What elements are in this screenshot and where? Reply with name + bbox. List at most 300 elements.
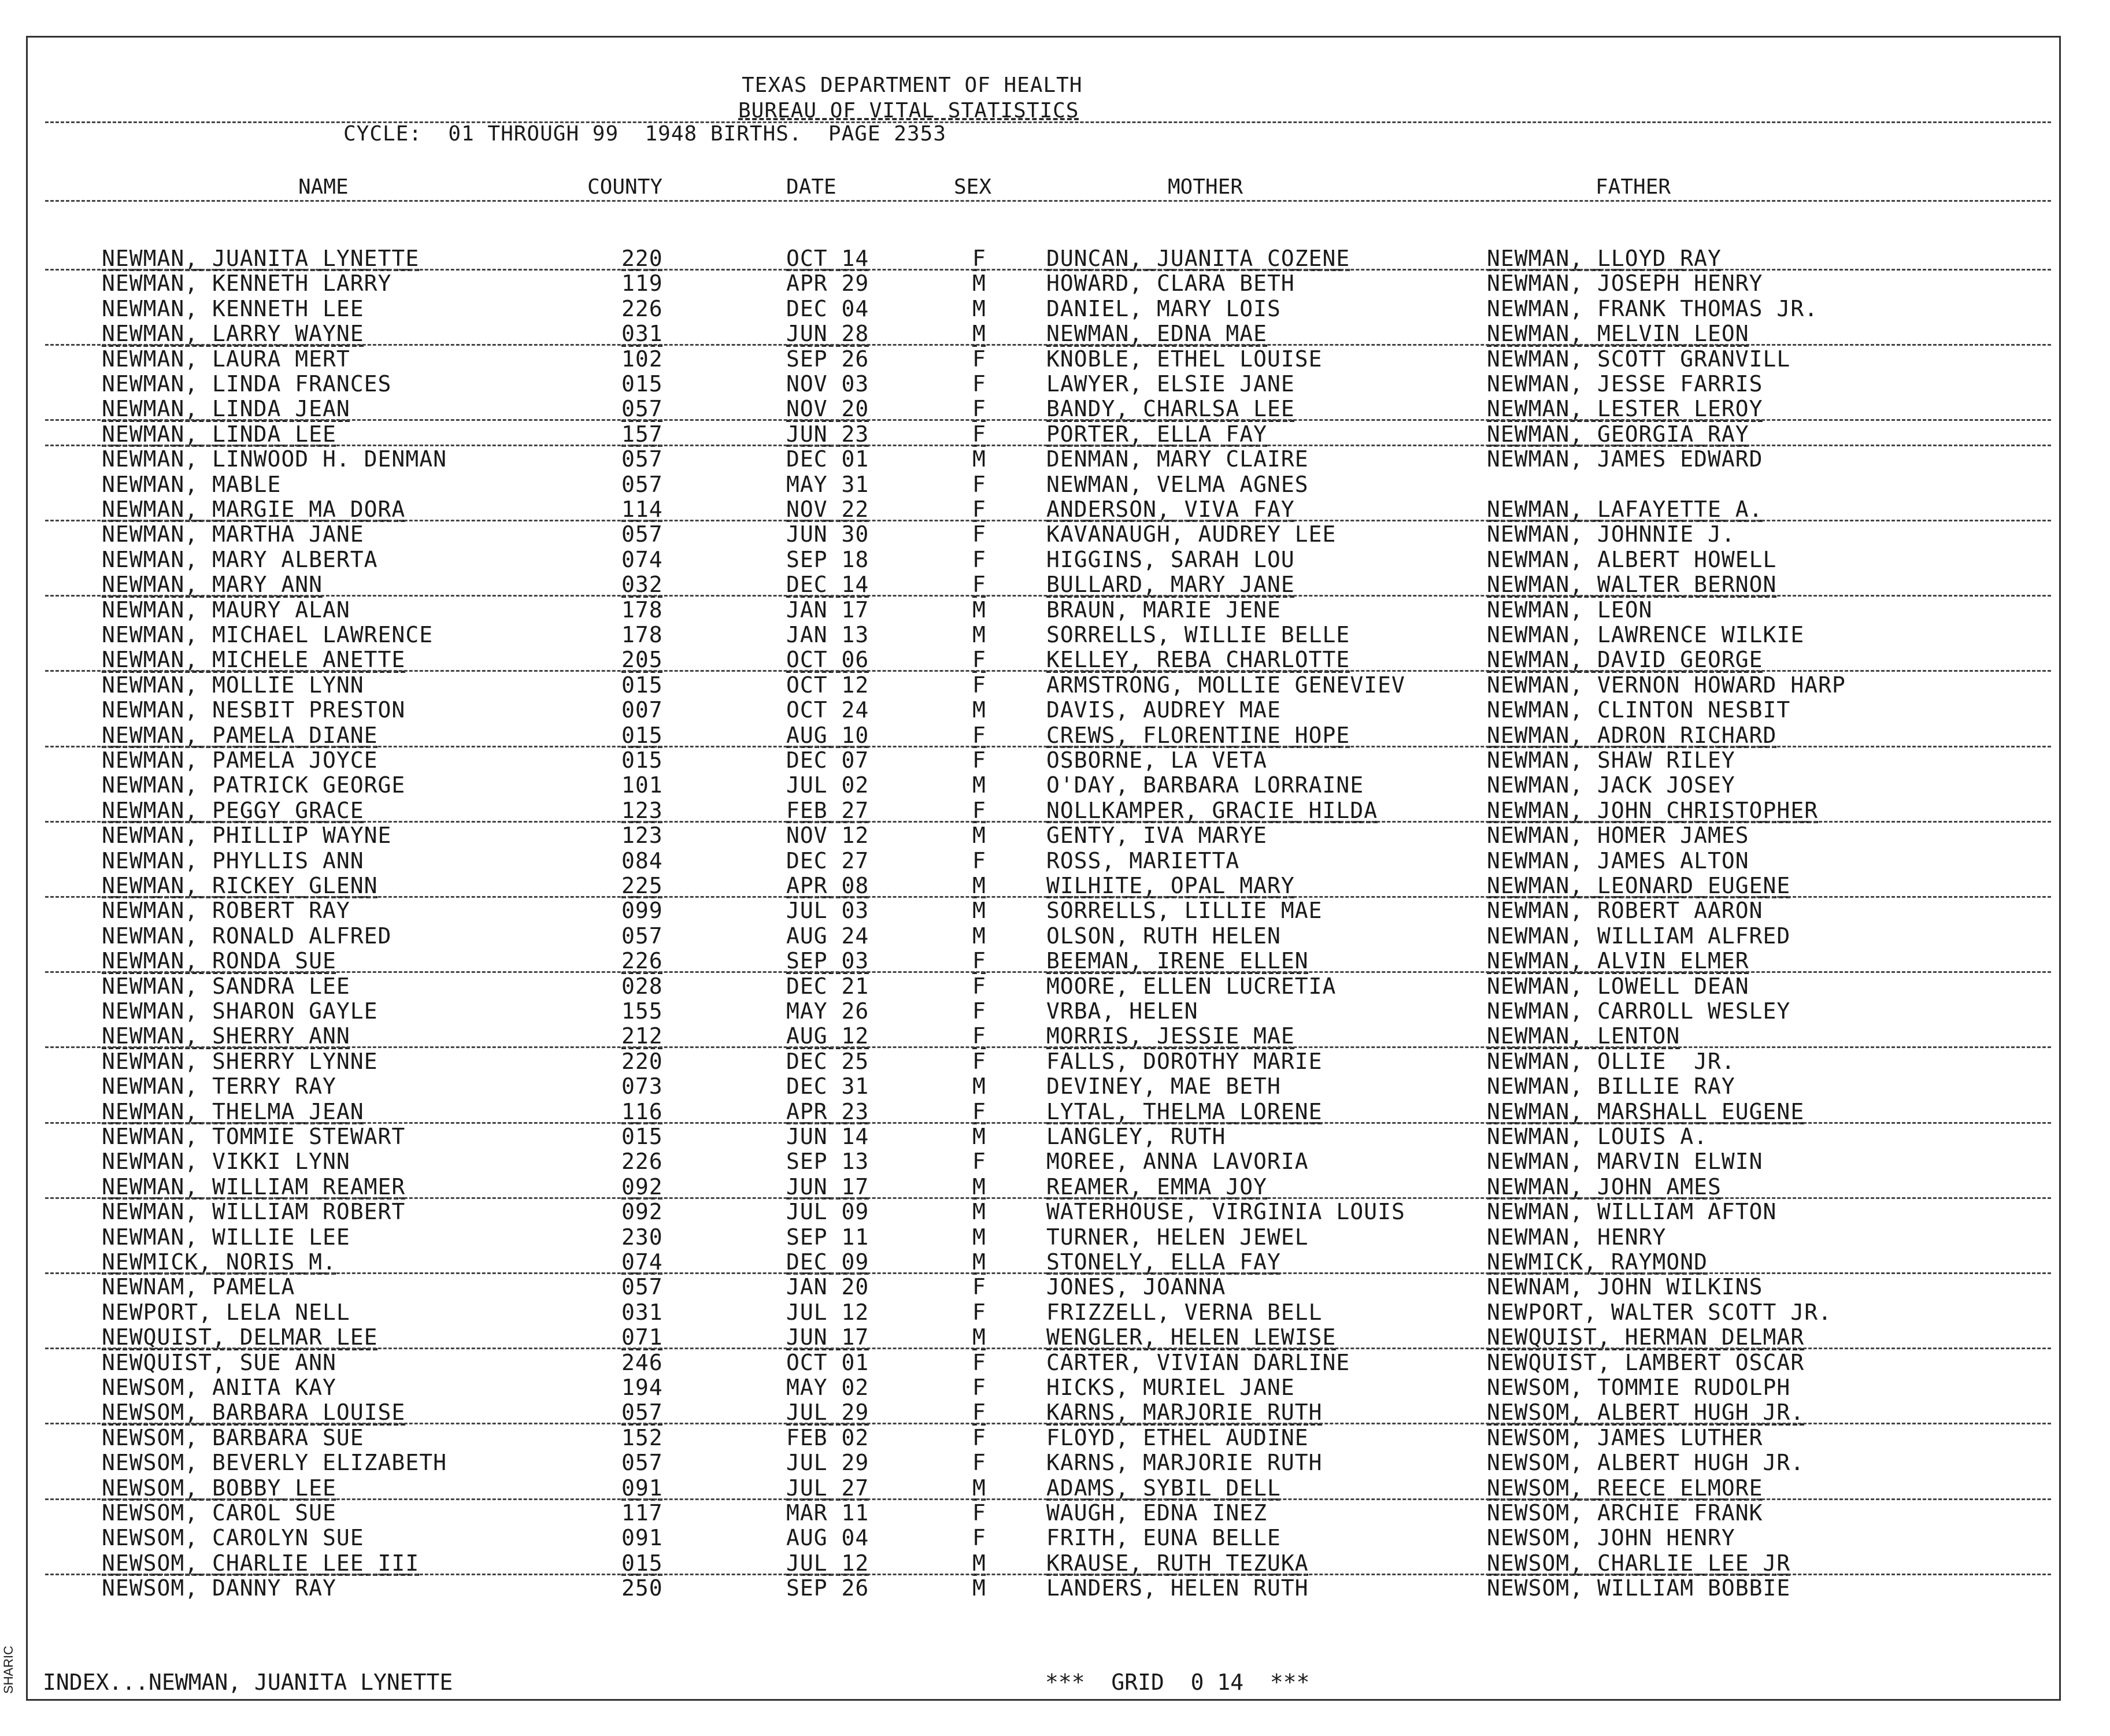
cell-father: NEWSOM, WILLIAM BOBBIE — [1487, 1575, 1791, 1601]
cell-father: NEWMAN, CARROLL WESLEY — [1487, 998, 1791, 1024]
col-header-sex: SEX — [954, 175, 992, 199]
cell-county: 117 — [621, 1500, 663, 1526]
cell-county: 101 — [621, 772, 663, 798]
table-row — [0, 547, 2110, 572]
table-row — [0, 246, 2110, 271]
col-header-mother: MOTHER — [1168, 175, 1243, 199]
cell-sex: F — [972, 421, 986, 447]
table-row — [0, 1199, 2110, 1224]
cell-mother: NEWMAN, VELMA AGNES — [1046, 471, 1309, 497]
cell-county: 057 — [621, 396, 663, 422]
table-row — [0, 321, 2110, 346]
table-row — [0, 948, 2110, 974]
cell-name: NEWMAN, LAURA MERT — [102, 346, 350, 372]
cell-date: SEP 11 — [786, 1224, 869, 1250]
table-row — [0, 1224, 2110, 1250]
table-row — [0, 497, 2110, 522]
cell-date: OCT 06 — [786, 647, 869, 673]
cell-mother: BULLARD, MARY JANE — [1046, 572, 1295, 598]
cell-date: SEP 03 — [786, 948, 869, 974]
cell-date: JUN 30 — [786, 521, 869, 547]
cell-mother: LAWYER, ELSIE JANE — [1046, 371, 1295, 397]
cell-county: 015 — [621, 1124, 663, 1149]
cell-sex: M — [972, 1249, 986, 1275]
cell-date: JAN 20 — [786, 1274, 869, 1300]
cell-name: NEWMAN, NESBIT PRESTON — [102, 697, 406, 723]
cell-mother: SORRELLS, WILLIE BELLE — [1046, 622, 1350, 647]
cell-date: MAY 31 — [786, 471, 869, 497]
cell-mother: HICKS, MURIEL JANE — [1046, 1375, 1295, 1400]
cell-name: NEWMAN, MARY ANN — [102, 572, 323, 598]
cell-county: 073 — [621, 1074, 663, 1100]
cell-sex: F — [972, 1525, 986, 1551]
cell-county: 119 — [621, 271, 663, 297]
cell-county: 092 — [621, 1199, 663, 1225]
cell-date: JUL 12 — [786, 1550, 869, 1576]
cell-sex: F — [972, 647, 986, 673]
cell-sex: F — [972, 396, 986, 422]
cell-county: 114 — [621, 497, 663, 522]
cell-mother: FRIZZELL, VERNA BELL — [1046, 1299, 1323, 1325]
cell-name: NEWSOM, CHARLIE LEE III — [102, 1550, 420, 1576]
cell-sex: F — [972, 246, 986, 271]
col-header-date: DATE — [786, 175, 836, 199]
cell-sex: F — [972, 1149, 986, 1175]
cell-father: NEWMAN, LENTON — [1487, 1023, 1680, 1049]
cell-father: NEWMAN, JESSE FARRIS — [1487, 371, 1763, 397]
cell-sex: M — [972, 622, 986, 647]
cell-name: NEWMAN, SHARON GAYLE — [102, 998, 378, 1024]
cell-name: NEWSOM, ANITA KAY — [102, 1375, 336, 1400]
table-row — [0, 1525, 2110, 1550]
cell-name: NEWMAN, SHERRY LYNNE — [102, 1048, 378, 1074]
cell-date: JUN 17 — [786, 1174, 869, 1200]
cell-name: NEWQUIST, DELMAR LEE — [102, 1324, 378, 1350]
table-row — [0, 421, 2110, 447]
cell-date: JUL 29 — [786, 1400, 869, 1426]
table-row — [0, 296, 2110, 321]
cell-sex: F — [972, 672, 986, 698]
cell-name: NEWMAN, LINDA FRANCES — [102, 371, 392, 397]
cell-date: SEP 13 — [786, 1149, 869, 1175]
table-row — [0, 1149, 2110, 1174]
cell-mother: MORRIS, JESSIE MAE — [1046, 1023, 1295, 1049]
cell-father: NEWMAN, JOSEPH HENRY — [1487, 271, 1763, 297]
table-row — [0, 1174, 2110, 1200]
cell-name: NEWMAN, WILLIE LEE — [102, 1224, 350, 1250]
table-row — [0, 446, 2110, 472]
cell-sex: F — [972, 1500, 986, 1526]
cell-name: NEWSOM, BARBARA SUE — [102, 1424, 364, 1450]
cell-sex: F — [972, 1424, 986, 1450]
cell-county: 015 — [621, 1550, 663, 1576]
cell-county: 031 — [621, 321, 663, 347]
cell-county: 250 — [621, 1575, 663, 1601]
cell-name: NEWMAN, RONALD ALFRED — [102, 923, 392, 949]
cell-sex: F — [972, 371, 986, 397]
cell-father: NEWSOM, ALBERT HUGH JR. — [1487, 1450, 1805, 1476]
cell-mother: ANDERSON, VIVA FAY — [1046, 497, 1295, 522]
cell-mother: STONELY, ELLA FAY — [1046, 1249, 1281, 1275]
cell-name: NEWMAN, MARY ALBERTA — [102, 546, 378, 572]
cell-mother: JONES, JOANNA — [1046, 1274, 1226, 1300]
cell-father: NEWMAN, GEORGIA RAY — [1487, 421, 1749, 447]
table-row — [0, 1450, 2110, 1475]
cell-date: SEP 26 — [786, 346, 869, 372]
cell-father: NEWMAN, DAVID GEORGE — [1487, 647, 1763, 673]
table-row — [0, 521, 2110, 547]
cell-county: 057 — [621, 1400, 663, 1426]
cell-name: NEWMAN, TOMMIE STEWART — [102, 1124, 406, 1149]
cell-date: AUG 12 — [786, 1023, 869, 1049]
table-row — [0, 647, 2110, 672]
table-row — [0, 346, 2110, 372]
cell-date: AUG 04 — [786, 1525, 869, 1551]
cell-father: NEWMAN, CLINTON NESBIT — [1487, 697, 1791, 723]
cell-mother: DEVINEY, MAE BETH — [1046, 1074, 1281, 1100]
cell-name: NEWMAN, LINDA LEE — [102, 421, 336, 447]
cell-mother: OSBORNE, LA VETA — [1046, 747, 1268, 773]
cell-father: NEWMAN, LEON — [1487, 597, 1653, 623]
cell-father: NEWMAN, HENRY — [1487, 1224, 1667, 1250]
cell-mother: FRITH, EUNA BELLE — [1046, 1525, 1281, 1551]
cell-name: NEWMAN, PHILLIP WAYNE — [102, 823, 392, 849]
cell-county: 102 — [621, 346, 663, 372]
cell-date: OCT 12 — [786, 672, 869, 698]
cell-date: MAY 02 — [786, 1375, 869, 1400]
cell-sex: M — [972, 321, 986, 347]
table-row — [0, 1400, 2110, 1425]
cell-name: NEWMAN, SANDRA LEE — [102, 973, 350, 999]
cell-mother: TURNER, HELEN JEWEL — [1046, 1224, 1309, 1250]
cell-father: NEWMICK, RAYMOND — [1487, 1249, 1708, 1275]
cell-county: 015 — [621, 371, 663, 397]
cell-sex: M — [972, 1174, 986, 1200]
cell-date: JUN 17 — [786, 1324, 869, 1350]
cell-date: SEP 26 — [786, 1575, 869, 1601]
cell-county: 091 — [621, 1525, 663, 1551]
cell-county: 092 — [621, 1174, 663, 1200]
cell-name: NEWMAN, MICHELE ANETTE — [102, 647, 406, 673]
cell-mother: WILHITE, OPAL MARY — [1046, 873, 1295, 898]
cell-name: NEWMAN, ROBERT RAY — [102, 898, 350, 924]
cell-county: 074 — [621, 546, 663, 572]
cell-sex: F — [972, 1349, 986, 1375]
cell-father: NEWMAN, WALTER BERNON — [1487, 572, 1777, 598]
cell-name: NEWSOM, CAROLYN SUE — [102, 1525, 364, 1551]
cell-mother: HOWARD, CLARA BETH — [1046, 271, 1295, 297]
cell-sex: M — [972, 873, 986, 898]
cell-county: 074 — [621, 1249, 663, 1275]
table-row — [0, 1274, 2110, 1300]
cell-sex: M — [972, 1199, 986, 1225]
cell-county: 091 — [621, 1475, 663, 1501]
cell-mother: KNOBLE, ETHEL LOUISE — [1046, 346, 1323, 372]
cell-name: NEWMAN, RICKEY GLENN — [102, 873, 378, 898]
cell-father: NEWMAN, VERNON HOWARD HARP — [1487, 672, 1846, 698]
cell-name: NEWMAN, RONDA SUE — [102, 948, 336, 974]
cell-sex: F — [972, 521, 986, 547]
cell-name: NEWMAN, MARGIE MA DORA — [102, 497, 406, 522]
cell-name: NEWMAN, MICHAEL LAWRENCE — [102, 622, 434, 647]
cell-date: JAN 17 — [786, 597, 869, 623]
cell-name: NEWMAN, LINWOOD H. DENMAN — [102, 446, 447, 472]
cell-name: NEWMICK, NORIS M. — [102, 1249, 336, 1275]
cell-name: NEWSOM, CAROL SUE — [102, 1500, 336, 1526]
cell-county: 007 — [621, 697, 663, 723]
header-bureau: BUREAU OF VITAL STATISTICS — [738, 99, 1079, 123]
cell-father: NEWMAN, ALBERT HOWELL — [1487, 546, 1777, 572]
header-department: TEXAS DEPARTMENT OF HEALTH — [742, 73, 1083, 97]
cell-mother: LYTAL, THELMA LORENE — [1046, 1098, 1323, 1124]
cell-county: 071 — [621, 1324, 663, 1350]
cell-name: NEWSOM, BEVERLY ELIZABETH — [102, 1450, 447, 1476]
cell-mother: HIGGINS, SARAH LOU — [1046, 546, 1295, 572]
cell-county: 178 — [621, 597, 663, 623]
cell-name: NEWMAN, VIKKI LYNN — [102, 1149, 350, 1175]
cell-sex: F — [972, 1023, 986, 1049]
footer-grid: *** GRID 0 14 *** — [1045, 1670, 1310, 1695]
cell-sex: F — [972, 948, 986, 974]
cell-sex: M — [972, 1074, 986, 1100]
cell-county: 028 — [621, 973, 663, 999]
cell-county: 015 — [621, 747, 663, 773]
cell-father: NEWMAN, MARSHALL EUGENE — [1487, 1098, 1805, 1124]
cell-date: DEC 27 — [786, 847, 869, 873]
table-row — [0, 747, 2110, 773]
table-row — [0, 998, 2110, 1024]
cell-sex: M — [972, 597, 986, 623]
cell-father: NEWMAN, ADRON RICHARD — [1487, 722, 1777, 748]
cell-father: NEWQUIST, LAMBERT OSCAR — [1487, 1349, 1805, 1375]
cell-mother: GENTY, IVA MARYE — [1046, 823, 1268, 849]
cell-county: 194 — [621, 1375, 663, 1400]
cell-sex: F — [972, 346, 986, 372]
cell-father: NEWMAN, MARVIN ELWIN — [1487, 1149, 1763, 1175]
cell-date: AUG 10 — [786, 722, 869, 748]
cell-mother: PORTER, ELLA FAY — [1046, 421, 1268, 447]
cell-father: NEWSOM, REECE ELMORE — [1487, 1475, 1763, 1501]
cell-date: DEC 07 — [786, 747, 869, 773]
cell-mother: MOORE, ELLEN LUCRETIA — [1046, 973, 1337, 999]
cell-date: DEC 01 — [786, 446, 869, 472]
cell-county: 031 — [621, 1299, 663, 1325]
cell-mother: O'DAY, BARBARA LORRAINE — [1046, 772, 1364, 798]
cell-name: NEWSOM, DANNY RAY — [102, 1575, 336, 1601]
cell-sex: F — [972, 797, 986, 823]
cell-mother: DUNCAN, JUANITA COZENE — [1046, 246, 1350, 271]
cell-father: NEWSOM, JAMES LUTHER — [1487, 1424, 1763, 1450]
cell-mother: SORRELLS, LILLIE MAE — [1046, 898, 1323, 924]
cell-sex: F — [972, 497, 986, 522]
cell-father: NEWMAN, LOWELL DEAN — [1487, 973, 1749, 999]
cell-father: NEWMAN, LESTER LEROY — [1487, 396, 1763, 422]
cell-mother: WAUGH, EDNA INEZ — [1046, 1500, 1268, 1526]
cell-date: JUL 27 — [786, 1475, 869, 1501]
cell-father: NEWSOM, JOHN HENRY — [1487, 1525, 1735, 1551]
cell-mother: FALLS, DOROTHY MARIE — [1046, 1048, 1323, 1074]
cell-father: NEWMAN, ALVIN ELMER — [1487, 948, 1749, 974]
cell-sex: F — [972, 1400, 986, 1426]
cell-father: NEWMAN, JOHNNIE J. — [1487, 521, 1735, 547]
cell-date: APR 08 — [786, 873, 869, 898]
cell-date: JUL 29 — [786, 1450, 869, 1476]
cell-father: NEWSOM, ALBERT HUGH JR. — [1487, 1400, 1805, 1426]
cell-father: NEWMAN, WILLIAM AFTON — [1487, 1199, 1777, 1225]
table-row — [0, 823, 2110, 848]
cell-county: 057 — [621, 446, 663, 472]
table-row — [0, 772, 2110, 798]
cell-date: JUL 02 — [786, 772, 869, 798]
cell-name: NEWMAN, JUANITA LYNETTE — [102, 246, 420, 271]
cell-father: NEWSOM, ARCHIE FRANK — [1487, 1500, 1763, 1526]
cell-father: NEWQUIST, HERMAN DELMAR — [1487, 1324, 1805, 1350]
cell-mother: DENMAN, MARY CLAIRE — [1046, 446, 1309, 472]
cell-date: NOV 22 — [786, 497, 869, 522]
cell-date: DEC 21 — [786, 973, 869, 999]
table-row — [0, 1500, 2110, 1526]
table-row — [0, 1425, 2110, 1450]
cell-date: MAR 11 — [786, 1500, 869, 1526]
cell-mother: WENGLER, HELEN LEWISE — [1046, 1324, 1337, 1350]
cell-father: NEWMAN, JAMES ALTON — [1487, 847, 1749, 873]
cell-county: 152 — [621, 1424, 663, 1450]
cell-mother: ADAMS, SYBIL DELL — [1046, 1475, 1281, 1501]
cell-father: NEWSOM, CHARLIE LEE JR — [1487, 1550, 1791, 1576]
cell-mother: ROSS, MARIETTA — [1046, 847, 1240, 873]
cell-name: NEWMAN, KENNETH LARRY — [102, 271, 392, 297]
cell-name: NEWQUIST, SUE ANN — [102, 1349, 336, 1375]
cell-name: NEWMAN, PEGGY GRACE — [102, 797, 364, 823]
table-row — [0, 898, 2110, 923]
table-row — [0, 396, 2110, 421]
cell-sex: F — [972, 1450, 986, 1476]
table-row — [0, 1049, 2110, 1074]
table-row — [0, 672, 2110, 698]
cell-name: NEWMAN, THELMA JEAN — [102, 1098, 364, 1124]
cell-county: 015 — [621, 722, 663, 748]
col-header-county: COUNTY — [587, 175, 663, 199]
cell-sex: M — [972, 271, 986, 297]
cell-mother: DANIEL, MARY LOIS — [1046, 295, 1281, 321]
cell-county: 230 — [621, 1224, 663, 1250]
cell-sex: F — [972, 973, 986, 999]
cell-father: NEWMAN, JAMES EDWARD — [1487, 446, 1763, 472]
cell-county: 205 — [621, 647, 663, 673]
cell-date: JUN 28 — [786, 321, 869, 347]
cell-sex: F — [972, 998, 986, 1024]
cell-father: NEWNAM, JOHN WILKINS — [1487, 1274, 1763, 1300]
cell-mother: FLOYD, ETHEL AUDINE — [1046, 1424, 1309, 1450]
col-header-name: NAME — [298, 175, 349, 199]
cell-date: DEC 31 — [786, 1074, 869, 1100]
cell-name: NEWNAM, PAMELA — [102, 1274, 295, 1300]
cell-sex: M — [972, 446, 986, 472]
table-row — [0, 873, 2110, 898]
table-row — [0, 1249, 2110, 1275]
cell-date: JUL 12 — [786, 1299, 869, 1325]
cell-county: 015 — [621, 672, 663, 698]
cell-date: JUN 14 — [786, 1124, 869, 1149]
cell-county: 032 — [621, 572, 663, 598]
cell-date: NOV 03 — [786, 371, 869, 397]
cell-sex: M — [972, 295, 986, 321]
cell-mother: NOLLKAMPER, GRACIE HILDA — [1046, 797, 1378, 823]
cell-sex: M — [972, 1324, 986, 1350]
cell-date: APR 23 — [786, 1098, 869, 1124]
cell-name: NEWMAN, LARRY WAYNE — [102, 321, 364, 347]
cell-county: 157 — [621, 421, 663, 447]
cell-sex: F — [972, 1098, 986, 1124]
table-row — [0, 572, 2110, 597]
cell-county: 226 — [621, 1149, 663, 1175]
cell-sex: F — [972, 1048, 986, 1074]
cell-father: NEWMAN, LAWRENCE WILKIE — [1487, 622, 1805, 647]
table-row — [0, 1124, 2110, 1149]
cell-name: NEWMAN, MARTHA JANE — [102, 521, 364, 547]
cell-sex: F — [972, 471, 986, 497]
cell-county: 123 — [621, 823, 663, 849]
cell-date: MAY 26 — [786, 998, 869, 1024]
cell-date: JUL 09 — [786, 1199, 869, 1225]
cell-county: 155 — [621, 998, 663, 1024]
cell-date: JUN 23 — [786, 421, 869, 447]
cell-mother: BRAUN, MARIE JENE — [1046, 597, 1281, 623]
cell-date: OCT 24 — [786, 697, 869, 723]
cell-name: NEWMAN, PATRICK GEORGE — [102, 772, 406, 798]
table-row — [0, 1475, 2110, 1501]
cell-name: NEWMAN, PHYLLIS ANN — [102, 847, 364, 873]
cell-father: NEWMAN, LAFAYETTE A. — [1487, 497, 1763, 522]
cell-sex: M — [972, 697, 986, 723]
cell-sex: M — [972, 1224, 986, 1250]
cell-mother: CARTER, VIVIAN DARLINE — [1046, 1349, 1350, 1375]
cell-name: NEWSOM, BARBARA LOUISE — [102, 1400, 406, 1426]
table-row — [0, 1375, 2110, 1400]
cell-sex: F — [972, 1375, 986, 1400]
cell-father: NEWPORT, WALTER SCOTT JR. — [1487, 1299, 1832, 1325]
cell-county: 220 — [621, 246, 663, 271]
table-row — [0, 472, 2110, 497]
cell-date: DEC 09 — [786, 1249, 869, 1275]
cell-county: 084 — [621, 847, 663, 873]
table-row — [0, 723, 2110, 748]
cell-sex: F — [972, 546, 986, 572]
cell-date: DEC 25 — [786, 1048, 869, 1074]
cell-father: NEWMAN, JOHN CHRISTOPHER — [1487, 797, 1819, 823]
cell-county: 057 — [621, 1274, 663, 1300]
cell-date: FEB 27 — [786, 797, 869, 823]
cell-sex: M — [972, 1550, 986, 1576]
table-row — [0, 1074, 2110, 1099]
table-row — [0, 1324, 2110, 1350]
cell-father: NEWSOM, TOMMIE RUDOLPH — [1487, 1375, 1791, 1400]
cell-county: 226 — [621, 295, 663, 321]
cell-county: 057 — [621, 1450, 663, 1476]
cell-sex: M — [972, 898, 986, 924]
cell-father: NEWMAN, LOUIS A. — [1487, 1124, 1708, 1149]
cell-mother: KRAUSE, RUTH TEZUKA — [1046, 1550, 1309, 1576]
cell-sex: M — [972, 1124, 986, 1149]
cell-mother: KAVANAUGH, AUDREY LEE — [1046, 521, 1337, 547]
table-row — [0, 1300, 2110, 1325]
cell-date: OCT 01 — [786, 1349, 869, 1375]
cell-county: 057 — [621, 521, 663, 547]
cell-mother: LANDERS, HELEN RUTH — [1046, 1575, 1309, 1601]
cell-sex: F — [972, 572, 986, 598]
cell-mother: NEWMAN, EDNA MAE — [1046, 321, 1268, 347]
cell-name: NEWMAN, WILLIAM ROBERT — [102, 1199, 406, 1225]
